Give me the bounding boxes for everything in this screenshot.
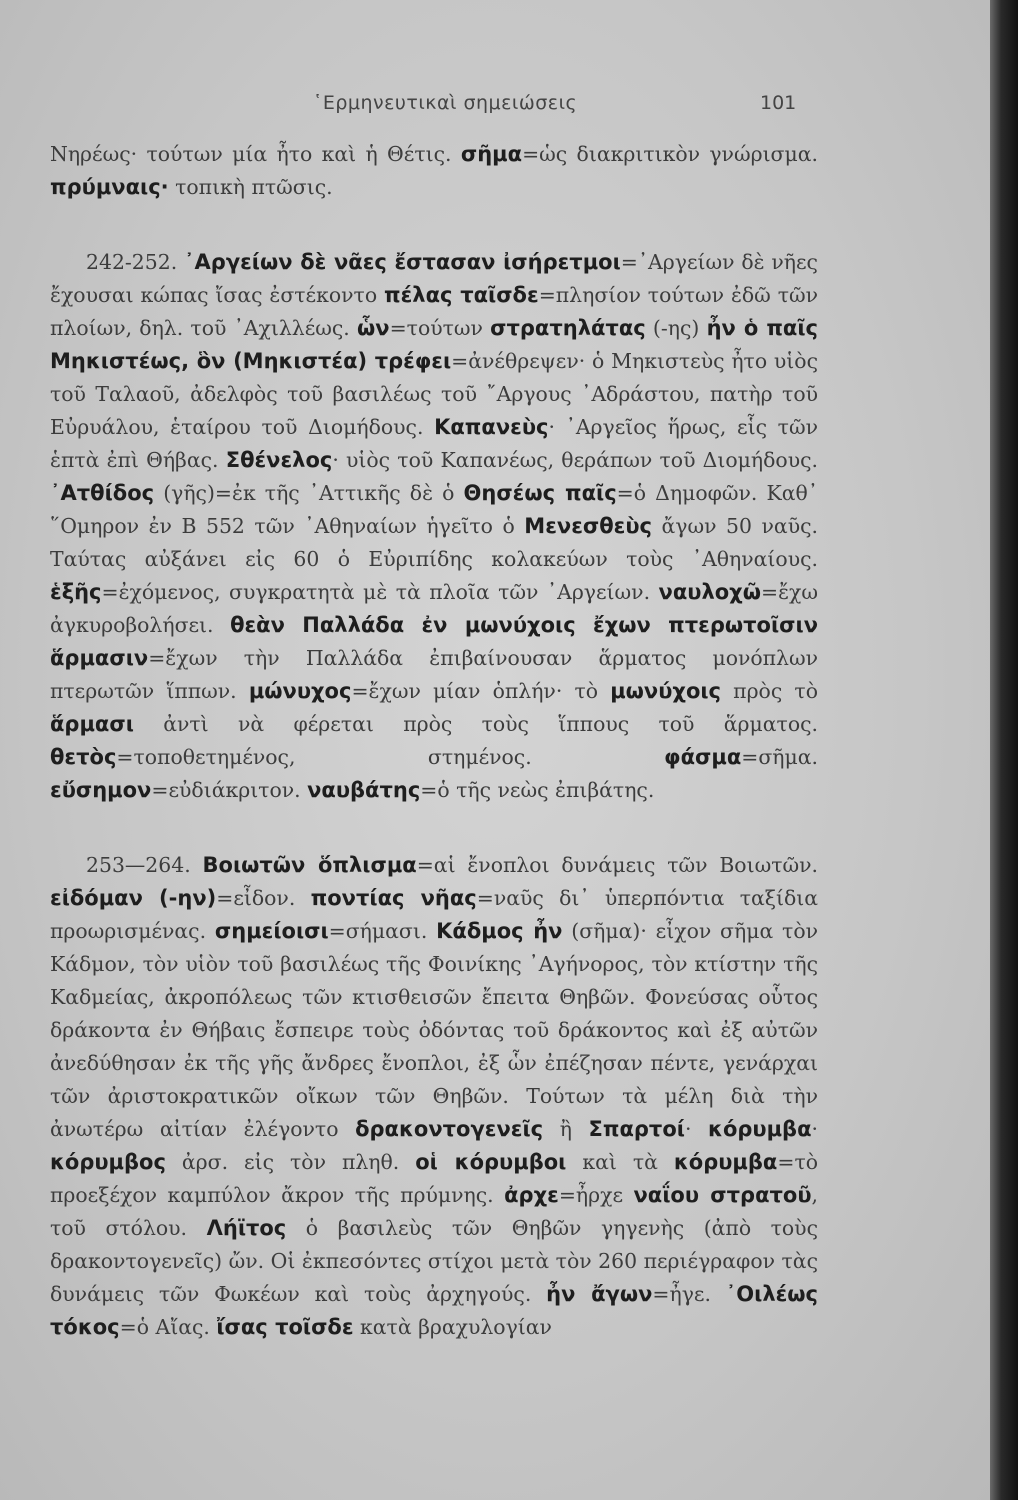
lemma: φάσμα: [664, 745, 742, 769]
paragraph-3: [50, 849, 818, 1344]
gloss-text: ·: [811, 1117, 818, 1141]
gloss-text: =σήμασι.: [328, 919, 437, 943]
lemma: ἅρμασι: [50, 712, 134, 736]
gloss-text: πρὸς τὸ: [721, 679, 818, 703]
lemma: Κάδμος ἦν: [436, 919, 563, 943]
gloss-text: =ὁ τῆς νεὼς ἐπιβάτης.: [420, 778, 655, 802]
gloss-text: =ναῦς δι᾿ ὑπερπόντια ταξίδια προωρισμένας.: [50, 886, 819, 943]
gloss-text: κατὰ βραχυλογίαν: [353, 1315, 552, 1339]
paragraph-2: [50, 246, 818, 807]
lemma: κόρυμβα: [708, 1117, 812, 1141]
lemma: Σπαρτοί: [588, 1117, 685, 1141]
gloss-text: =εἶδον.: [216, 886, 311, 910]
gloss-text: =ὁ Αἴας.: [119, 1315, 217, 1339]
lemma: ναυλοχῶ: [658, 580, 761, 604]
gloss-text: =εὐδιάκριτον.: [151, 778, 308, 802]
lemma: ναΐου στρατοῦ: [633, 1183, 812, 1207]
gloss-text: =ἔχων τὴν Παλλάδα ἐπιβαίνουσαν ἅρματος μονόπλων πτερωτῶν ἵππων.: [50, 646, 818, 703]
page-header: [0, 92, 990, 122]
gloss-text: =ὡς διακριτικὸν γνώρισμα.: [522, 142, 818, 166]
page-number: 101: [760, 92, 797, 114]
gloss-text: =ἔχων μίαν ὁπλήν· τὸ: [351, 679, 611, 703]
paragraph-1: [50, 138, 818, 204]
lemma: Βοιωτῶν ὅπλισμα: [202, 853, 417, 877]
lemma: σῆμα: [460, 142, 523, 166]
gloss-text: ἀρσ. εἰς τὸν πληθ.: [165, 1150, 416, 1174]
gloss-text: ἢ: [543, 1117, 589, 1141]
lemma: ἀρχε: [504, 1183, 559, 1207]
lemma: δρακοντογενεῖς: [355, 1117, 544, 1141]
lemma: ᾿Οιλέως τόκος: [50, 1282, 818, 1339]
gloss-text: ·: [684, 1117, 709, 1141]
lemma: εὔσημον: [50, 778, 152, 802]
gloss-text: (γῆς)=ἐκ τῆς ᾿Αττικῆς δὲ ὁ: [154, 481, 464, 505]
lemma: μώνυχος: [248, 679, 352, 703]
gloss-text: =τοποθετημένος, στημένος.: [116, 745, 665, 769]
gloss-text: =τὸ προεξέχον καμπύλον ἄκρον τῆς πρύμνης.: [50, 1150, 819, 1207]
lemma: ᾿Αργείων δὲ νᾶες ἔστασαν ἰσήρετμοι: [184, 250, 621, 274]
running-title: ῾Ερμηνευτικαὶ σημειώσεις: [312, 92, 578, 114]
lemma: ἑξῆς: [50, 580, 102, 604]
lemma: Λήϊτος: [206, 1216, 287, 1240]
lemma: Καπανεὺς: [434, 415, 549, 439]
gloss-text: ὁ βασιλεὺς τῶν Θηβῶν γηγενὴς (ἀπὸ τοὺς δρακοντογενεῖς) ὤν. Οἱ ἐκπεσόντες στίχοι μετὰ τὸν 260 περιέγραφον τὰς δυνάμεις τῶν Φωκέων καὶ τοὺς ἀρχηγούς.: [50, 1216, 818, 1306]
lemma: ἴσας τοῖσδε: [216, 1315, 354, 1339]
lemma: μωνύχοις: [610, 679, 721, 703]
lemma: οἱ κόρυμβοι: [415, 1150, 567, 1174]
lemma: ἦν ἄγων: [546, 1282, 653, 1306]
lemma: Σθένελος: [225, 448, 333, 472]
page-edge-shadow: [990, 0, 1018, 1500]
gloss-text: Νηρέως· τούτων μία ἦτο καὶ ἡ Θέτις.: [50, 142, 461, 166]
lemma: ἦν ὁ παῖς Μηκιστέως, ὃν (Μηκιστέα) τρέφει: [50, 316, 818, 373]
gloss-text: · υἱὸς τοῦ Καπανέως, θεράπων τοῦ Διομήδους.: [332, 448, 818, 472]
gloss-text: ἄγων 50 ναῦς. Ταύτας αὐξάνει εἰς 60 ὁ Εὐριπίδης κολακεύων τοὺς ᾿Αθηναίους.: [50, 514, 818, 571]
gloss-text: =ἦγε.: [652, 1282, 726, 1306]
commentary-text: [50, 138, 818, 1344]
gloss-text: (-ης): [645, 316, 707, 340]
lemma: στρατηλάτας: [490, 316, 646, 340]
gloss-text: =αἱ ἔνοπλοι δυνάμεις τῶν Βοιωτῶν.: [416, 853, 818, 877]
gloss-text: (σῆμα)· εἶχον σῆμα τὸν Κάδμον, τὸν υἱὸν τοῦ βασιλέως τῆς Φοινίκης ᾿Αγήνορος, τὸν κτίστην τῆς Καδμείας, ἀκροπόλεως τῶν κτισθεισῶν ἔπειτα Θηβῶν. Φονεύσας οὗτος δράκοντα ἐν Θήβαις ἔσπειρε τοὺς ὀδόντας τοῦ δράκοντος καὶ ἐξ αὐτῶν ἀνεδύθησαν ἐκ τῆς γῆς ἄνδρες ἔνοπλοι, ἐξ ὧν ἐπέζησαν πέντε, γενάρχαι τῶν ἀριστοκρατικῶν οἴκων τῶν Θηβῶν. Τούτων τὰ μέλη διὰ τὴν ἀνωτέρω αἰτίαν ἐλέγοντο: [50, 919, 818, 1141]
lemma: εἰδόμαν (-ην): [50, 886, 217, 910]
gloss-text: =τούτων: [389, 316, 491, 340]
gloss-text: =πλησίον τούτων ἐδῶ τῶν πλοίων, δηλ. τοῦ ᾿Αχιλλέως.: [50, 283, 819, 340]
lemma: πέλας ταῖσδε: [384, 283, 539, 307]
gloss-text: , τοῦ στόλου.: [50, 1183, 818, 1240]
gloss-text: =ἐχόμενος, συγκρατητὰ μὲ τὰ πλοῖα τῶν ᾿Αργείων.: [101, 580, 659, 604]
gloss-text: =ἀνέθρεψεν· ὁ Μηκιστεὺς ἦτο υἱὸς τοῦ Ταλαοῦ, ἀδελφὸς τοῦ βασιλέως τοῦ ῎Αργους ᾿Αδράστου, πατὴρ τοῦ Εὐρυάλου, ἑταίρου τοῦ Διομήδους.: [50, 349, 818, 439]
lemma: κόρυμβος: [50, 1150, 166, 1174]
gloss-text: 242-252.: [86, 250, 185, 274]
gloss-text: =᾿Αργείων δὲ νῆες ἔχουσαι κώπας ἴσας ἐστέκοντο: [50, 250, 818, 307]
gloss-text: 253—264.: [86, 853, 203, 877]
lemma: σημείοισι: [214, 919, 329, 943]
gloss-text: ἀντὶ νὰ φέρεται πρὸς τοὺς ἵππους τοῦ ἅρματος.: [133, 712, 818, 736]
lemma: θεὰν Παλλάδα ἐν μωνύχοις ἔχων πτερωτοῖσιν ἅρμασιν: [50, 613, 818, 670]
gloss-text: =ἔχω ἀγκυροβολήσει.: [50, 580, 818, 637]
lemma: Θησέως παῖς: [463, 481, 617, 505]
lemma: ὧν: [357, 316, 390, 340]
gloss-text: =σῆμα.: [741, 745, 818, 769]
lemma: θετὸς: [50, 745, 117, 769]
lemma: ᾿Ατθίδος: [50, 481, 155, 505]
lemma: ναυβάτης: [307, 778, 421, 802]
gloss-text: · ᾿Αργεῖος ἥρως, εἷς τῶν ἑπτὰ ἐπὶ Θήβας.: [50, 415, 818, 472]
gloss-text: =ὁ Δημοφῶν. Καθ᾿ ῞Ομηρον ἐν Β 552 τῶν ᾿Αθηναίων ἡγεῖτο ὁ: [50, 481, 818, 538]
lemma: Μενεσθεὺς: [524, 514, 652, 538]
lemma: κόρυμβα: [673, 1150, 778, 1174]
gloss-text: καὶ τὰ: [566, 1150, 674, 1174]
lemma: ποντίας νῆας: [310, 886, 477, 910]
lemma: πρύμναις·: [50, 175, 169, 199]
gloss-text: =ἦρχε: [558, 1183, 634, 1207]
gloss-text: τοπικὴ πτῶσις.: [168, 175, 333, 199]
